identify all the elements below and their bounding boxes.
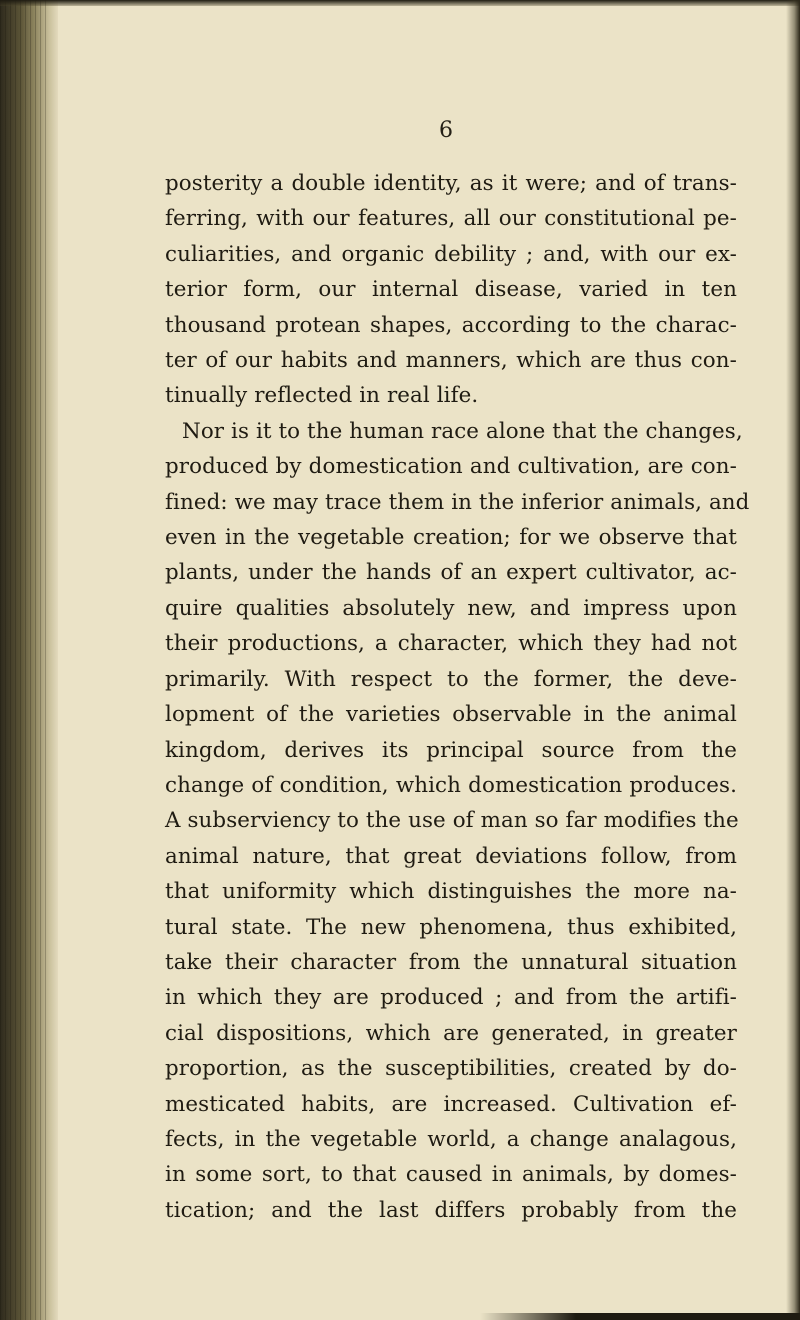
text-line: change of condition, which domestication produces. [165,772,737,798]
text-line: cial dispositions, which are generated, in greater [165,1020,737,1046]
text-line: tural state. The new phenomena, thus exhibited, [165,914,737,940]
text-line: kingdom, derives its principal source from the [165,737,737,763]
text-line: culiarities, and organic debility ; and, with our ex- [165,241,737,267]
text-line: primarily. With respect to the former, the deve- [165,666,737,692]
text-line: fined: we may trace them in the inferior animals, and [165,489,750,515]
text-line: lopment of the varieties observable in the animal [165,702,737,728]
text-line: even in the vegetable creation; for we observe that [165,525,737,551]
text-line: Nor is it to the human race alone that the changes, [182,418,743,444]
right-page-edge [786,0,800,1320]
text-line: fects, in the vegetable world, a change analagous, [165,1126,737,1152]
page-content [60,0,786,1320]
text-line: proportion, as the susceptibilities, created by do- [165,1056,737,1082]
text-line: tication; and the last differs probably from the [165,1197,737,1223]
text-line: mesticated habits, are increased. Cultivation ef- [165,1091,737,1117]
body-text [165,166,750,1228]
text-line: produced by domestication and cultivation, are con- [165,454,737,480]
text-line: their productions, a character, which they had not [165,631,737,657]
text-line: posterity a double identity, as it were; and of trans- [165,171,737,196]
text-line: plants, under the hands of an expert cultivator, ac- [165,560,737,586]
text-line: tinually reflected in real life. [165,383,479,409]
text-line: in which they are produced ; and from the artifi- [165,985,737,1011]
gutter-page-edges [0,0,46,1320]
text-line: ter of our habits and manners, which are thus con- [165,348,737,374]
text-line: terior form, our internal disease, varied in ten [165,277,737,303]
text-line: A subserviency to the use of man so far modifies the [165,808,739,834]
text-line: quire qualities absolutely new, and impress upon [165,595,737,621]
text-line: thousand protean shapes, according to the charac- [165,312,737,338]
text-line: that uniformity which distinguishes the more na- [165,879,737,905]
text-line: ferring, with our features, all our constitutional pe- [165,206,737,232]
text-line: in some sort, to that caused in animals, by domes- [165,1162,737,1188]
page-number: 6 [439,118,453,143]
text-line: animal nature, that great deviations follow, from [165,843,737,869]
text-line: take their character from the unnatural situation [165,949,737,975]
